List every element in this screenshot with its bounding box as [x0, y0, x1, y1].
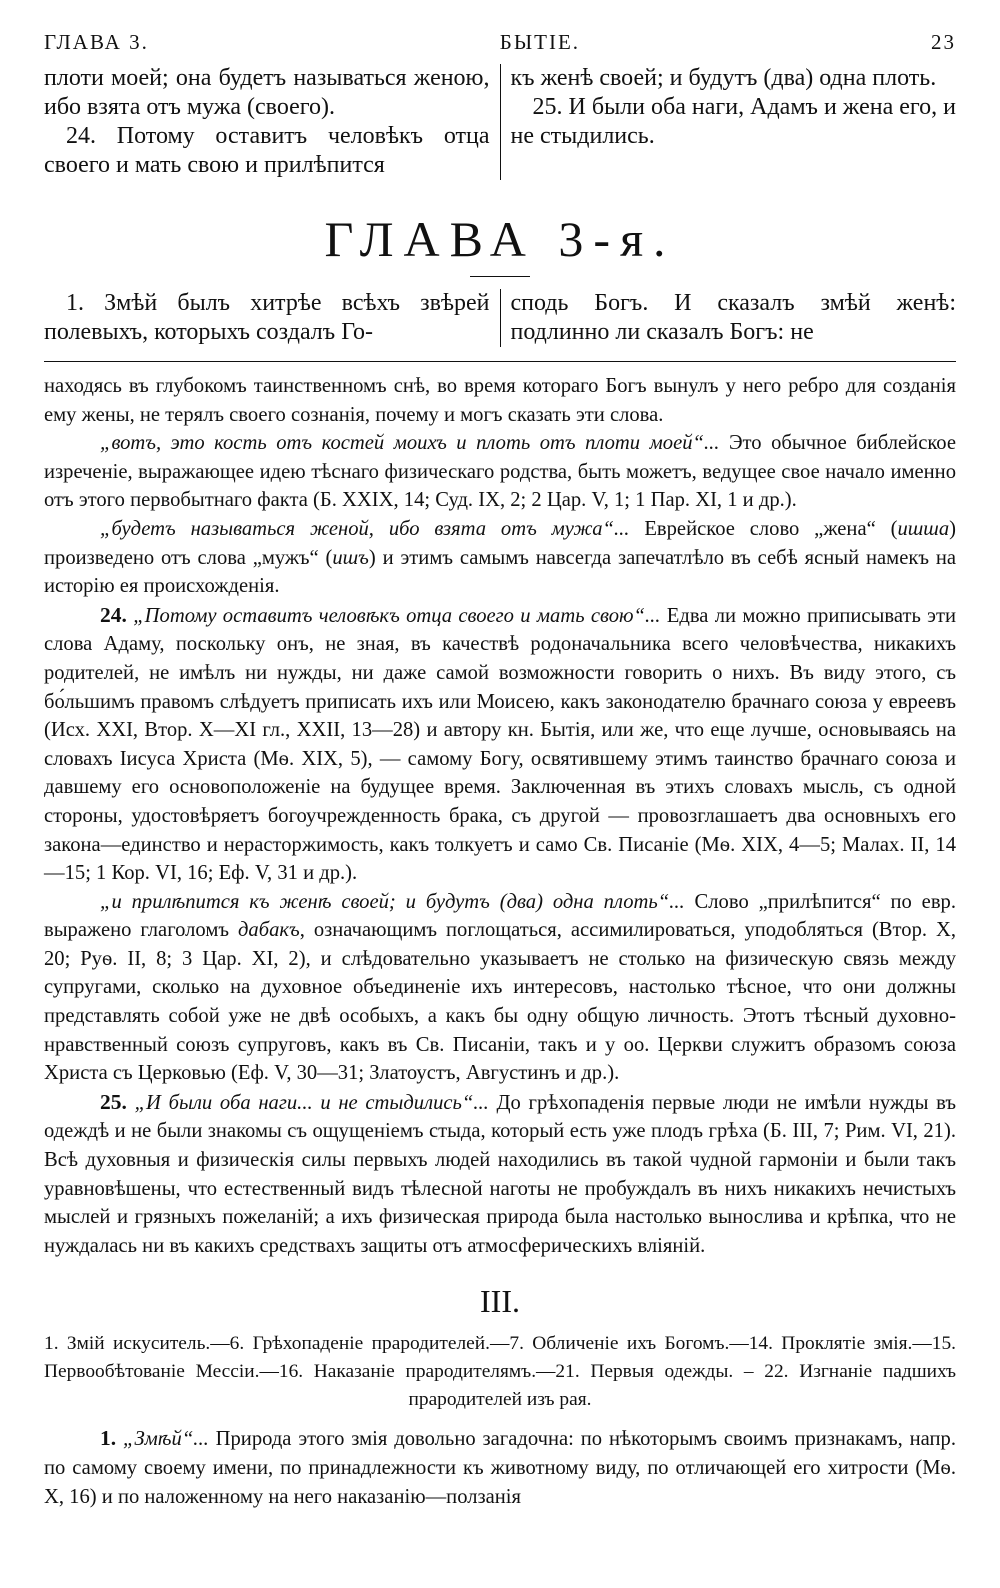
commentary-text: Едва ли можно приписывать эти слова Адаму, поскольку онъ, не зная, въ качествѣ родоначальника всего человѣчества, никакихъ родителей, не имѣлъ ни нужды, ни даже самой возможности говорить о нихъ. Въ виду этого, съ бо́льшимъ правомъ слѣдуетъ приписать ихъ или Моисею, какъ законодателю брачнаго союза у евреевъ (Исх. XXI, Втор. X—XI гл., XXII, 13—28) и автору кн. Бытія, или же, что еще лучше, основываясь на словахъ Іисуса Христа (Мѳ. XIX, 5), — самому Богу, освятившему этимъ таинство брачнаго союза и давшему его основоположеніе на будущее время. Заключенная въ этихъ словахъ мысль, съ одной стороны, удостовѣряетъ богоучрежденность брака, съ другой — провозглашаетъ два основныхъ его закона—единство и нерасторжимость, какъ толкуетъ и само Св. Писаніе (Мѳ. XIX, 4—5; Малах. II, 14—15; 1 Кор. VI, 16; Еф. V, 31 и др.).: [44, 604, 957, 885]
chapter-summary: 1. Змій искуситель.—6. Грѣхопаденіе прародителей.—7. Обличеніе ихъ Богомъ.—14. Проклятіе змія.—15. Первообѣтованіе Мессіи.—16. Наказаніе прародителямъ.—21. Первыя одежды. – 22. Изгнаніе падшихъ прародителей изъ рая.: [44, 1333, 956, 1411]
commentary-text: , означающимъ поглощаться, ассимилироваться, уподобляться (Втор. X, 20; Руѳ. II, 8; 3 Цар. XI, 2), и слѣдовательно указываетъ не столько на физическую связь между супругами, сколько на духовное объединеніе ихъ интересовъ, настолько тѣсное, что они должны представлять собой уже не двѣ особыхъ, а какъ бы одну общую личность. Этотъ тѣсный духовно-нравственный союзъ супруговъ, какъ въ Св. Писаніи, такъ и у оо. Церкви служитъ образомъ союза Христа съ Церковью (Еф. V, 30—31; Златоустъ, Августинъ и др.).: [44, 919, 957, 1085]
title-rule: [470, 276, 530, 277]
hebrew-word: дабакъ: [238, 919, 300, 942]
chapter-column-left: [44, 289, 500, 347]
scripture-column-right: [500, 64, 957, 180]
running-head-chapter: ГЛАВА 3.: [44, 30, 149, 54]
chapter-verse-1-start: 1. Змѣй былъ хитрѣе всѣхъ звѣрей полевыхъ, которыхъ создалъ Го-: [44, 290, 490, 345]
verse-number: 25.: [100, 1089, 127, 1114]
running-head-book: БЫТІЕ.: [499, 30, 581, 54]
commentary-text: Это обычное библейское изреченіе, выражающее идею тѣснаго физическаго родства, быть можетъ, ведущее свое начало именно отъ этого первобытнаго факта (Б. XXIX, 14; Суд. IX, 2; 2 Цар. V, 1; 1 Пар. XI, 1 и др.).: [44, 432, 956, 512]
verse-24: 24. Потому оставитъ человѣкъ отца своего и мать свою и прилѣпится: [44, 123, 490, 178]
quoted-phrase: „будетъ называться женой, ибо взята отъ мужа“...: [100, 517, 630, 540]
running-head: [44, 30, 956, 64]
commentary-text: ) произведено отъ слова „мужъ“ (: [44, 517, 956, 569]
commentary-paragraph: [44, 1424, 956, 1511]
commentary-paragraph: [44, 372, 956, 429]
quoted-phrase: „Потому оставитъ человѣкъ отца своего и мать свою“...: [133, 604, 661, 627]
quoted-phrase: „И были оба наги... и не стыдились“...: [134, 1091, 489, 1114]
quoted-phrase: „Змѣй“...: [123, 1428, 209, 1451]
commentary-text: находясь въ глубокомъ таинственномъ снѣ, во время котораго Богъ вынулъ у него ребро для созданія ему жены, не терялъ своего сознанія, почему и могъ сказать эти слова.: [44, 375, 956, 426]
commentary-text: Слово „прилѣпится“ по евр. выражено глаголомъ: [44, 890, 956, 942]
verse-23-end: плоти моей; она будетъ называться женою, ибо взята отъ мужа (своего).: [44, 65, 490, 120]
quoted-phrase: „и прилѣпится къ женѣ своей; и будутъ (два) одна плоть“...: [100, 890, 685, 913]
scripture-column-left: [44, 64, 500, 180]
verse-25: 25. И были оба наги, Адамъ и жена его, и не стыдились.: [510, 94, 956, 149]
chapter-verse-1-cont: сподь Богъ. И сказалъ змѣй женѣ: подлинно ли сказалъ Богъ: не: [510, 290, 956, 345]
commentary-paragraph: [44, 888, 956, 1088]
verse-number: 1.: [100, 1426, 117, 1451]
commentary-text: Природа этого змія довольно загадочна: по нѣкоторымъ своимъ признакамъ, напр. по самому своему имени, по принадлежности къ животному виду, по отличающей его хитрости (Мѳ. X, 16) и по наложенному на него наказанію—ползанія: [44, 1428, 956, 1508]
commentary-paragraph: [44, 601, 956, 888]
commentary-paragraph: [44, 515, 956, 601]
commentary-paragraph: [44, 1088, 956, 1261]
commentary-continued: [44, 1424, 956, 1511]
commentary-text: До грѣхопаденія первые люди не имѣли нужды въ одеждѣ и не были знакомы съ ощущеніемъ стыда, который есть уже плодъ грѣха (Б. III, 7; Рим. VI, 21). Всѣ духовныя и физическія силы первыхъ людей находились въ такой чудной гармоніи и были такъ уравновѣшены, что естественный видъ тѣлесной наготы не пробуждалъ въ нихъ никакихъ нечистыхъ мыслей и грязныхъ пожеланій; а ихъ физическая природа была настолько вынослива и крѣпка, что не нуждалась ни въ какихъ средствахъ защиты отъ атмосферическихъ вліяній.: [44, 1091, 956, 1257]
commentary-text: ) и этимъ самымъ навсегда запечатлѣло въ себѣ ясный намекъ на исторію ея происхожденія.: [44, 546, 956, 598]
commentary-divider: [44, 361, 956, 362]
commentary-text: Еврейское слово „жена“ (: [644, 517, 898, 540]
commentary-paragraph: [44, 429, 956, 515]
scripture-columns-top: [44, 64, 956, 180]
quoted-phrase: „вотъ, это кость отъ костей моихъ и плоть отъ плоти моей“...: [100, 432, 720, 455]
section-numeral: III.: [480, 1283, 520, 1320]
commentary: [44, 372, 956, 1260]
verse-number: 24.: [100, 602, 127, 627]
scripture-columns-chapter: [44, 289, 956, 347]
chapter-title: ГЛАВА 3-я.: [324, 211, 676, 267]
hebrew-word: ишша: [897, 517, 950, 540]
verse-24-end: къ женѣ своей; и будутъ (два) одна плоть.: [510, 65, 937, 91]
page-number: 23: [930, 30, 956, 54]
chapter-column-right: [500, 289, 957, 347]
hebrew-word: ишъ: [332, 546, 369, 569]
